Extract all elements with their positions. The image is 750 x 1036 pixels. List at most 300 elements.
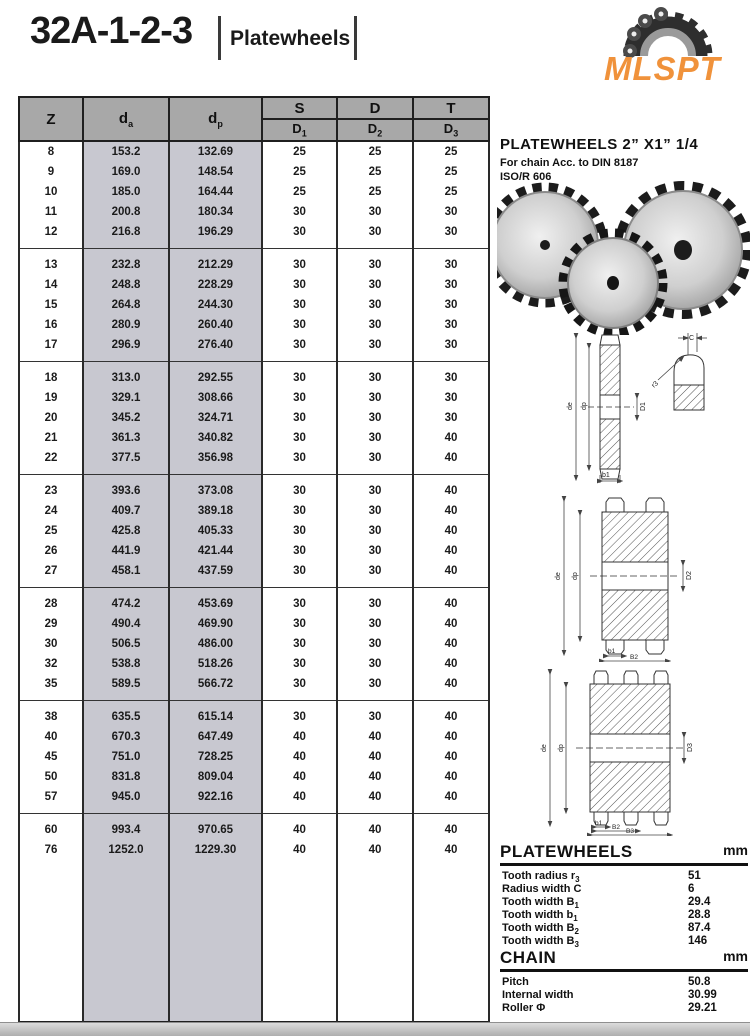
table-cell: 22 <box>19 448 83 468</box>
table-row <box>19 767 489 787</box>
table-cell: 260.40 <box>169 315 262 335</box>
spec-title: CHAIN <box>500 948 557 967</box>
table-cell: 30 <box>337 448 413 468</box>
sprocket-photo-center <box>564 234 662 332</box>
table-row <box>19 521 489 541</box>
col-header-da: $d_a$ <box>83 97 169 141</box>
page-subtitle: Platewheels <box>230 27 351 50</box>
col-header-duplex: D <box>337 97 413 119</box>
table-cell: 10 <box>19 182 83 202</box>
chain-standard-line2: ISO/R 606 <box>500 171 552 183</box>
table-cell: 30 <box>262 448 337 468</box>
table-cell: 35 <box>19 674 83 694</box>
spec-row <box>500 870 748 883</box>
dim-label-de: de <box>567 402 574 410</box>
table-cell: 30 <box>337 315 413 335</box>
group-spacer <box>19 700 489 707</box>
table-row <box>19 182 489 202</box>
table-cell: 361.3 <box>83 428 169 448</box>
table-cell: 437.59 <box>169 561 262 581</box>
table-cell: 30 <box>337 541 413 561</box>
table-cell: 18 <box>19 368 83 388</box>
dim-label-dp: dp <box>572 572 579 580</box>
table-cell: 30 <box>262 202 337 222</box>
spacer-cell <box>169 587 262 594</box>
table-cell: 831.8 <box>83 767 169 787</box>
table-cell: 21 <box>19 428 83 448</box>
table-cell: 30 <box>337 561 413 581</box>
table-cell: 313.0 <box>83 368 169 388</box>
side-panel-title: PLATEWHEELS 2” X1” 1/4 <box>500 136 699 153</box>
table-cell: 40 <box>413 747 489 767</box>
table-cell: 469.90 <box>169 614 262 634</box>
table-cell: 30 <box>19 634 83 654</box>
spacer-cell <box>83 860 169 1022</box>
spacer-cell <box>262 474 337 481</box>
dim-label-b3: B3 <box>626 828 634 835</box>
table-cell: 27 <box>19 561 83 581</box>
table-cell: 377.5 <box>83 448 169 468</box>
spec-value: 50.8 <box>688 976 711 988</box>
table-cell: 506.5 <box>83 634 169 654</box>
table-cell: 25 <box>413 162 489 182</box>
spacer-cell <box>413 700 489 707</box>
spacer-cell <box>337 813 413 820</box>
table-cell: 922.16 <box>169 787 262 807</box>
dim-label-r3: r3 <box>650 380 660 390</box>
spacer-cell <box>262 813 337 820</box>
spacer-cell <box>262 361 337 368</box>
table-row <box>19 368 489 388</box>
table-cell: 405.33 <box>169 521 262 541</box>
table-cell: 453.69 <box>169 594 262 614</box>
table-cell: 30 <box>262 315 337 335</box>
table-row <box>19 222 489 242</box>
table-cell: 248.8 <box>83 275 169 295</box>
table-cell: 490.4 <box>83 614 169 634</box>
table-cell: 40 <box>337 727 413 747</box>
table-cell: 9 <box>19 162 83 182</box>
chain-standard-line1: For chain Acc. to DIN 8187 <box>500 157 639 169</box>
col-header-z: Z <box>19 97 83 141</box>
spec-row <box>500 935 748 948</box>
table-cell: 132.69 <box>169 141 262 162</box>
spacer-cell <box>169 813 262 820</box>
dim-label-c: C <box>689 335 695 342</box>
table-cell: 30 <box>337 295 413 315</box>
table-cell: 28 <box>19 594 83 614</box>
chain-spec-list <box>500 948 748 1015</box>
table-cell: 1252.0 <box>83 840 169 860</box>
table-cell: 50 <box>19 767 83 787</box>
col-header-dp: $d_p$ <box>169 97 262 141</box>
table-cell: 148.54 <box>169 162 262 182</box>
table-cell: 30 <box>337 654 413 674</box>
table-cell: 30 <box>262 521 337 541</box>
spacer-cell <box>19 860 83 1022</box>
table-cell: 244.30 <box>169 295 262 315</box>
spec-label: Pitch <box>502 976 529 988</box>
table-row <box>19 295 489 315</box>
table-cell: 40 <box>262 820 337 840</box>
table-row <box>19 614 489 634</box>
table-cell: 40 <box>413 614 489 634</box>
table-cell: 30 <box>337 368 413 388</box>
table-cell: 40 <box>413 501 489 521</box>
table-cell: 164.44 <box>169 182 262 202</box>
dim-label-b1: b1 <box>608 648 616 655</box>
spacer-cell <box>262 587 337 594</box>
table-cell: 153.2 <box>83 141 169 162</box>
table-cell: 30 <box>337 501 413 521</box>
spec-value: 29.21 <box>688 1002 717 1014</box>
table-cell: 751.0 <box>83 747 169 767</box>
table-cell: 169.0 <box>83 162 169 182</box>
table-cell: 40 <box>413 521 489 541</box>
table-cell: 538.8 <box>83 654 169 674</box>
table-row <box>19 787 489 807</box>
table-cell: 30 <box>337 255 413 275</box>
table-cell: 40 <box>19 727 83 747</box>
table-cell: 40 <box>262 767 337 787</box>
spacer-cell <box>83 248 169 255</box>
table-cell: 45 <box>19 747 83 767</box>
table-row <box>19 428 489 448</box>
table-cell: 993.4 <box>83 820 169 840</box>
spacer-cell <box>337 474 413 481</box>
spec-row <box>500 909 748 922</box>
group-spacer <box>19 474 489 481</box>
spec-header <box>500 948 748 972</box>
spacer-cell <box>262 700 337 707</box>
divider <box>354 16 357 60</box>
table-cell: 57 <box>19 787 83 807</box>
table-cell: 30 <box>262 707 337 727</box>
table-cell: 30 <box>262 335 337 355</box>
table-cell: 486.00 <box>169 634 262 654</box>
table-cell: 30 <box>337 388 413 408</box>
group-spacer <box>19 587 489 594</box>
table-cell: 615.14 <box>169 707 262 727</box>
sprocket-photos <box>497 170 750 335</box>
table-cell: 11 <box>19 202 83 222</box>
spacer-cell <box>83 361 169 368</box>
table-cell: 280.9 <box>83 315 169 335</box>
table-cell: 30 <box>413 368 489 388</box>
table-row <box>19 727 489 747</box>
table-cell: 30 <box>337 481 413 501</box>
table-cell: 26 <box>19 541 83 561</box>
table-cell: 670.3 <box>83 727 169 747</box>
table-cell: 30 <box>262 561 337 581</box>
table-cell: 15 <box>19 295 83 315</box>
spec-value: 6 <box>688 883 695 895</box>
table-cell: 40 <box>413 481 489 501</box>
spec-header <box>500 842 748 866</box>
spec-row <box>500 883 748 896</box>
spec-row <box>500 1002 748 1015</box>
table-cell: 30 <box>413 202 489 222</box>
group-spacer <box>19 361 489 368</box>
spec-label: Roller Φ <box>502 1002 546 1014</box>
table-cell: 216.8 <box>83 222 169 242</box>
table-cell: 635.5 <box>83 707 169 727</box>
spacer-cell <box>169 860 262 1022</box>
spec-label: Tooth width $b_1$ <box>502 909 578 924</box>
table-cell: 40 <box>337 840 413 860</box>
table-cell: 25 <box>262 141 337 162</box>
table-cell: 1229.30 <box>169 840 262 860</box>
dim-label-d2: D2 <box>686 571 693 580</box>
table-cell: 30 <box>262 654 337 674</box>
table-cell: 40 <box>413 448 489 468</box>
table-cell: 40 <box>337 767 413 787</box>
table-cell: 345.2 <box>83 408 169 428</box>
table-cell: 30 <box>337 335 413 355</box>
table-cell: 185.0 <box>83 182 169 202</box>
table-cell: 8 <box>19 141 83 162</box>
table-cell: 38 <box>19 707 83 727</box>
table-cell: 25 <box>262 182 337 202</box>
table-row <box>19 820 489 840</box>
spacer-cell <box>19 700 83 707</box>
spacer-cell <box>337 700 413 707</box>
table-cell: 30 <box>337 222 413 242</box>
table-row <box>19 501 489 521</box>
spec-row <box>500 896 748 909</box>
dim-label-b2: B2 <box>612 824 620 831</box>
table-cell: 970.65 <box>169 820 262 840</box>
spacer-cell <box>262 860 337 1022</box>
spec-row <box>500 989 748 1002</box>
spec-unit: mm <box>723 842 748 858</box>
table-cell: 30 <box>413 255 489 275</box>
dim-label-d1: D1 <box>640 402 647 411</box>
table-cell: 200.8 <box>83 202 169 222</box>
dim-label-dp: dp <box>581 402 588 410</box>
table-cell: 30 <box>337 428 413 448</box>
table-row <box>19 162 489 182</box>
spacer-cell <box>19 587 83 594</box>
table-cell: 421.44 <box>169 541 262 561</box>
spacer-cell <box>413 813 489 820</box>
table-row <box>19 141 489 162</box>
spec-label: Internal width <box>502 989 574 1001</box>
spacer-cell <box>413 361 489 368</box>
table-cell: 40 <box>413 840 489 860</box>
dim-label-b1: b1 <box>602 472 610 479</box>
table-cell: 40 <box>337 747 413 767</box>
tooth-profile <box>658 333 707 410</box>
spec-label: Radius width C <box>502 883 582 895</box>
spec-unit: mm <box>723 948 748 964</box>
spacer-cell <box>19 813 83 820</box>
table-cell: 20 <box>19 408 83 428</box>
table-cell: 30 <box>262 541 337 561</box>
table-cell: 40 <box>413 594 489 614</box>
spec-value: 146 <box>688 935 708 947</box>
table-cell: 30 <box>262 428 337 448</box>
table-cell: 30 <box>413 222 489 242</box>
spec-value: 29.4 <box>688 896 711 908</box>
table-cell: 30 <box>337 275 413 295</box>
table-cell: 296.9 <box>83 335 169 355</box>
table-cell: 76 <box>19 840 83 860</box>
table-cell: 40 <box>262 787 337 807</box>
table-cell: 40 <box>262 727 337 747</box>
table-cell: 25 <box>413 182 489 202</box>
spacer-cell <box>337 361 413 368</box>
table-cell: 373.08 <box>169 481 262 501</box>
table-cell: 30 <box>337 408 413 428</box>
table-cell: 228.29 <box>169 275 262 295</box>
table-cell: 441.9 <box>83 541 169 561</box>
spacer-cell <box>83 474 169 481</box>
table-cell: 30 <box>262 388 337 408</box>
spec-label: Tooth width $B_2$ <box>502 922 579 937</box>
table-row <box>19 202 489 222</box>
table-row <box>19 541 489 561</box>
table-cell: 30 <box>413 408 489 428</box>
table-cell: 308.66 <box>169 388 262 408</box>
table-cell: 30 <box>413 295 489 315</box>
table-cell: 40 <box>413 787 489 807</box>
divider <box>218 16 221 60</box>
table-cell: 40 <box>413 820 489 840</box>
brand-logo <box>596 4 746 94</box>
table-row <box>19 255 489 275</box>
table-cell: 25 <box>19 521 83 541</box>
spacer-cell <box>83 700 169 707</box>
platewheels-table <box>18 96 490 1023</box>
table-cell: 12 <box>19 222 83 242</box>
table-cell: 16 <box>19 315 83 335</box>
table-row <box>19 275 489 295</box>
spec-row <box>500 976 748 989</box>
spec-title: PLATEWHEELS <box>500 842 633 861</box>
dim-label-de: de <box>555 572 562 580</box>
table-cell: 389.18 <box>169 501 262 521</box>
page-bottom-strip <box>0 1022 750 1036</box>
table-cell: 30 <box>413 275 489 295</box>
table-cell: 945.0 <box>83 787 169 807</box>
table-cell: 30 <box>262 222 337 242</box>
platewheels-spec-list <box>500 842 748 948</box>
spacer-cell <box>413 587 489 594</box>
table-cell: 276.40 <box>169 335 262 355</box>
table-cell: 40 <box>413 707 489 727</box>
table-cell: 30 <box>262 674 337 694</box>
table-row <box>19 654 489 674</box>
spec-value: 51 <box>688 870 701 882</box>
table-row <box>19 481 489 501</box>
table-cell: 40 <box>413 674 489 694</box>
table-cell: 30 <box>262 255 337 275</box>
table-cell: 30 <box>262 481 337 501</box>
dim-label-b1: b1 <box>595 820 603 827</box>
dim-label-dp: dp <box>558 744 565 752</box>
table-cell: 30 <box>413 315 489 335</box>
spacer-cell <box>169 361 262 368</box>
brand-name: MLSPT <box>604 50 721 87</box>
table-cell: 589.5 <box>83 674 169 694</box>
table-cell: 30 <box>413 335 489 355</box>
table-cell: 13 <box>19 255 83 275</box>
table-cell: 30 <box>337 634 413 654</box>
table-cell: 17 <box>19 335 83 355</box>
table-cell: 14 <box>19 275 83 295</box>
spacer-cell <box>262 248 337 255</box>
table-cell: 30 <box>262 634 337 654</box>
table-cell: 32 <box>19 654 83 674</box>
col-header-simplex: S <box>262 97 337 119</box>
table-cell: 30 <box>262 614 337 634</box>
table-cell: 30 <box>337 614 413 634</box>
table-row <box>19 674 489 694</box>
spacer-cell <box>19 474 83 481</box>
spacer-cell <box>337 587 413 594</box>
table-cell: 24 <box>19 501 83 521</box>
table-cell: 340.82 <box>169 428 262 448</box>
table-cell: 180.34 <box>169 202 262 222</box>
page-title: 32A-1-2-3 <box>30 10 193 52</box>
table-row <box>19 315 489 335</box>
table-cell: 40 <box>413 561 489 581</box>
spec-row <box>500 922 748 935</box>
table-cell: 393.6 <box>83 481 169 501</box>
spec-label: Tooth radius $r_3$ <box>502 870 580 885</box>
table-cell: 30 <box>262 594 337 614</box>
dim-label-de: de <box>541 744 548 752</box>
table-row <box>19 840 489 860</box>
spec-label: Tooth width $B_1$ <box>502 896 579 911</box>
table-cell: 40 <box>413 541 489 561</box>
table-cell: 40 <box>413 428 489 448</box>
table-row <box>19 408 489 428</box>
table-cell: 25 <box>337 141 413 162</box>
spacer-cell <box>337 248 413 255</box>
table-cell: 324.71 <box>169 408 262 428</box>
table-cell: 30 <box>337 674 413 694</box>
table-cell: 40 <box>337 787 413 807</box>
spacer-cell <box>169 248 262 255</box>
col-header-d1: $D_1$ <box>262 119 337 141</box>
table-cell: 425.8 <box>83 521 169 541</box>
spacer-cell <box>337 860 413 1022</box>
group-spacer <box>19 248 489 255</box>
table-row <box>19 561 489 581</box>
table-cell: 458.1 <box>83 561 169 581</box>
table-row <box>19 707 489 727</box>
table-cell: 23 <box>19 481 83 501</box>
table-cell: 40 <box>413 634 489 654</box>
spacer-cell <box>83 587 169 594</box>
table-cell: 30 <box>262 275 337 295</box>
spacer-cell <box>169 474 262 481</box>
group-spacer <box>19 860 489 1022</box>
group-spacer <box>19 813 489 820</box>
table-cell: 809.04 <box>169 767 262 787</box>
col-header-d3: $D_3$ <box>413 119 489 141</box>
table-cell: 40 <box>413 727 489 747</box>
table-cell: 212.29 <box>169 255 262 275</box>
spacer-cell <box>413 474 489 481</box>
spacer-cell <box>169 700 262 707</box>
table-cell: 409.7 <box>83 501 169 521</box>
col-header-triplex: T <box>413 97 489 119</box>
table-cell: 329.1 <box>83 388 169 408</box>
table-cell: 264.8 <box>83 295 169 315</box>
